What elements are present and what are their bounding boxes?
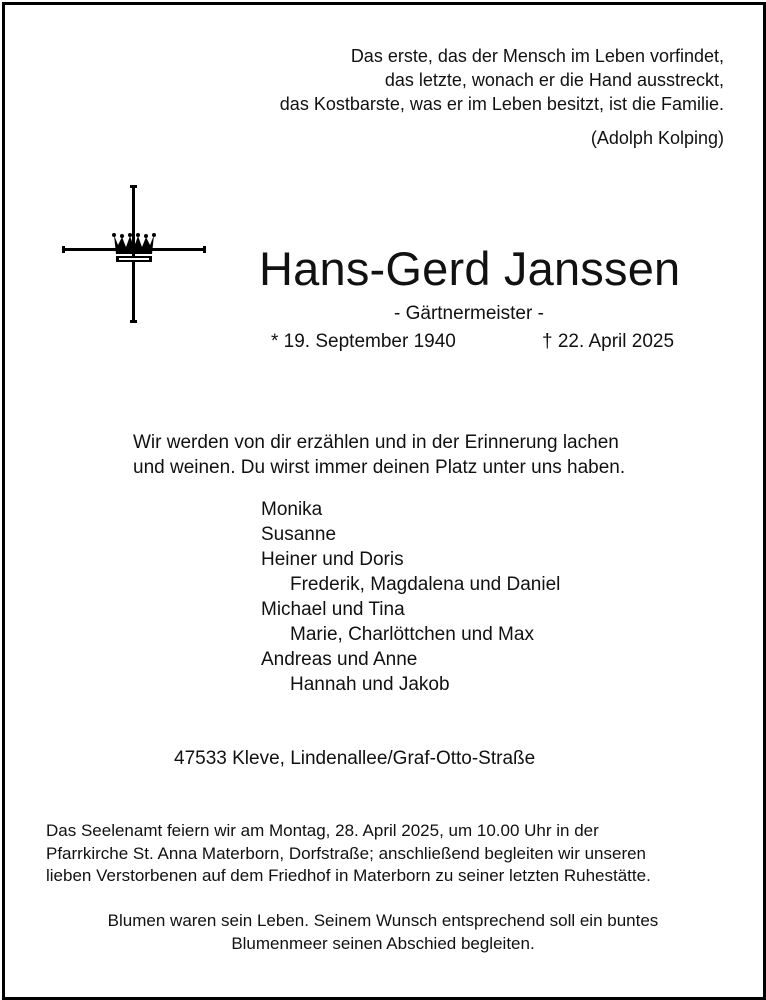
memorial-verse	[133, 430, 625, 480]
verse-line: Wir werden von dir erzählen und in der Erinnerung lachen	[133, 432, 619, 453]
deceased-name: Hans-Gerd Janssen	[259, 242, 681, 295]
service-line: Pfarrkirche St. Anna Materborn, Dorfstraße; anschließend begleiten wir unseren	[46, 843, 647, 863]
death-date: † 22. April 2025	[542, 331, 675, 352]
birth-date: * 19. September 1940	[271, 331, 456, 352]
grandchildren: Marie, Charlöttchen und Max	[290, 624, 534, 645]
quote-author: (Adolph Kolping)	[590, 128, 724, 148]
quote-line: das letzte, wonach er die Hand ausstreckt,	[384, 70, 724, 90]
service-line: lieben Verstorbenen auf dem Friedhof in Materborn zu seiner letzten Ruhestätte.	[46, 866, 651, 885]
flowers-line: Blumenmeer seinen Abschied begleiten.	[231, 933, 535, 953]
family-member: Monika	[261, 499, 323, 520]
quote-line: Das erste, das der Mensch im Leben vorfindet,	[350, 46, 724, 66]
flowers-notice	[0, 910, 766, 955]
funeral-service-notice	[46, 820, 651, 888]
family-member: Heiner und Doris	[261, 549, 404, 570]
grandchildren: Hannah und Jakob	[290, 674, 450, 695]
family-member: Susanne	[261, 524, 337, 545]
quote-line: das Kostbarste, was er im Leben besitzt, ist die Familie.	[279, 94, 724, 114]
family-address: 47533 Kleve, Lindenallee/Graf-Otto-Straße	[174, 748, 536, 769]
cross-with-crown-icon	[58, 185, 210, 325]
flowers-line: Blumen waren sein Leben. Seinem Wunsch entsprechend soll ein buntes	[107, 911, 659, 930]
service-line: Das Seelenamt feiern wir am Montag, 28. April 2025, um 10.00 Uhr in der	[46, 821, 599, 840]
verse-line: und weinen. Du wirst immer deinen Platz unter uns haben.	[133, 457, 626, 478]
family-list	[261, 497, 560, 697]
quote	[280, 44, 724, 116]
family-member: Andreas und Anne	[261, 649, 418, 670]
deceased-profession: - Gärtnermeister -	[394, 303, 544, 324]
grandchildren: Frederik, Magdalena und Daniel	[290, 574, 561, 595]
family-member: Michael und Tina	[261, 599, 405, 620]
